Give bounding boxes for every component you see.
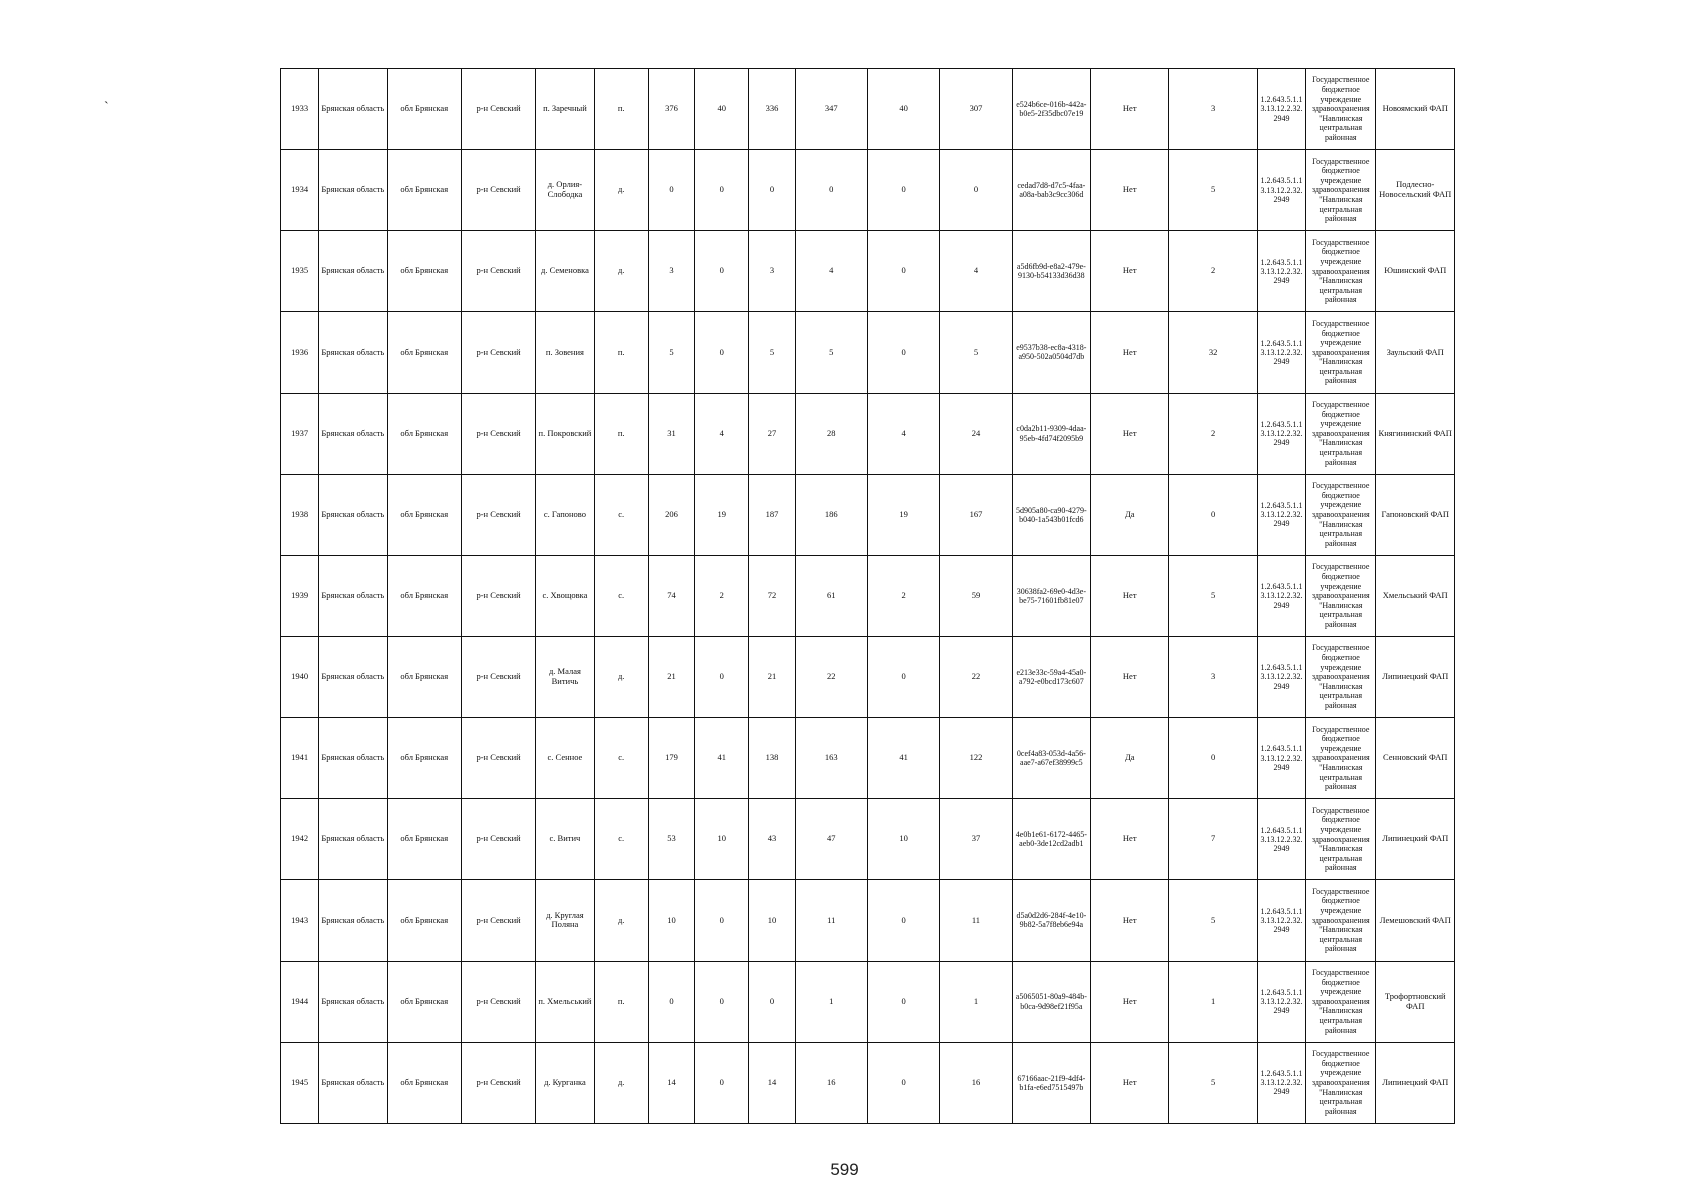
distance-cell: 0 bbox=[1169, 718, 1257, 799]
population-total-cell: 74 bbox=[648, 555, 694, 636]
settlement-type-cell: д. bbox=[594, 636, 648, 717]
oid-cell: 1.2.643.5.1.13.13.12.2.32.2949 bbox=[1257, 1042, 1305, 1123]
population-total-cell: 206 bbox=[648, 474, 694, 555]
fap-name-cell: Липинецкий ФАП bbox=[1376, 1042, 1455, 1123]
settlement-registry-table bbox=[280, 68, 1455, 1124]
oblast-cell: обл Брянская bbox=[387, 1042, 461, 1123]
attached-adults-cell: 37 bbox=[940, 799, 1012, 880]
fap-name-cell: Заульский ФАП bbox=[1376, 312, 1455, 393]
population-adults-cell: 0 bbox=[749, 150, 795, 231]
table-row bbox=[281, 555, 1455, 636]
settlement-type-cell: д. bbox=[594, 150, 648, 231]
attached-adults-cell: 16 bbox=[940, 1042, 1012, 1123]
fias-guid-cell: e213e33c-59a4-45a0-a792-e0bcd173c607 bbox=[1012, 636, 1090, 717]
oblast-cell: обл Брянская bbox=[387, 636, 461, 717]
rayon-cell: р-н Севский bbox=[461, 1042, 535, 1123]
organization-cell: Государственное бюджетное учреждение здравоохранения "Навлинская центральная районная bbox=[1306, 961, 1376, 1042]
organization-cell: Государственное бюджетное учреждение здравоохранения "Навлинская центральная районная bbox=[1306, 69, 1376, 150]
organization-cell: Государственное бюджетное учреждение здравоохранения "Навлинская центральная районная bbox=[1306, 718, 1376, 799]
availability-flag-cell: Нет bbox=[1091, 636, 1169, 717]
availability-flag-cell: Нет bbox=[1091, 880, 1169, 961]
oblast-cell: обл Брянская bbox=[387, 393, 461, 474]
distance-cell: 5 bbox=[1169, 880, 1257, 961]
organization-cell: Государственное бюджетное учреждение здравоохранения "Навлинская центральная районная bbox=[1306, 1042, 1376, 1123]
attached-children-cell: 41 bbox=[867, 718, 939, 799]
table-row bbox=[281, 231, 1455, 312]
rayon-cell: р-н Севский bbox=[461, 474, 535, 555]
attached-adults-cell: 22 bbox=[940, 636, 1012, 717]
availability-flag-cell: Да bbox=[1091, 474, 1169, 555]
population-children-cell: 0 bbox=[695, 1042, 749, 1123]
region-cell: Брянская область bbox=[319, 393, 387, 474]
settlement-cell: с. Сенное bbox=[536, 718, 594, 799]
oblast-cell: обл Брянская bbox=[387, 555, 461, 636]
availability-flag-cell: Нет bbox=[1091, 393, 1169, 474]
population-adults-cell: 72 bbox=[749, 555, 795, 636]
settlement-cell: с. Гапоново bbox=[536, 474, 594, 555]
oblast-cell: обл Брянская bbox=[387, 312, 461, 393]
population-adults-cell: 5 bbox=[749, 312, 795, 393]
organization-cell: Государственное бюджетное учреждение здравоохранения "Навлинская центральная районная bbox=[1306, 393, 1376, 474]
fias-guid-cell: e9537b38-ec8a-4318-a950-502a0504d7db bbox=[1012, 312, 1090, 393]
settlement-type-cell: с. bbox=[594, 718, 648, 799]
population-children-cell: 0 bbox=[695, 312, 749, 393]
settlement-cell: д. Орлия-Слободка bbox=[536, 150, 594, 231]
attached-children-cell: 0 bbox=[867, 312, 939, 393]
settlement-cell: с. Хвощовка bbox=[536, 555, 594, 636]
oid-cell: 1.2.643.5.1.13.13.12.2.32.2949 bbox=[1257, 231, 1305, 312]
table-row bbox=[281, 880, 1455, 961]
population-total-cell: 31 bbox=[648, 393, 694, 474]
rayon-cell: р-н Севский bbox=[461, 69, 535, 150]
fap-name-cell: Липинецкий ФАП bbox=[1376, 636, 1455, 717]
row-number: 1944 bbox=[281, 961, 319, 1042]
availability-flag-cell: Да bbox=[1091, 718, 1169, 799]
attached-total-cell: 0 bbox=[795, 150, 867, 231]
rayon-cell: р-н Севский bbox=[461, 636, 535, 717]
rayon-cell: р-н Севский bbox=[461, 718, 535, 799]
population-children-cell: 4 bbox=[695, 393, 749, 474]
table-row bbox=[281, 69, 1455, 150]
settlement-cell: п. Хмельський bbox=[536, 961, 594, 1042]
oid-cell: 1.2.643.5.1.13.13.12.2.32.2949 bbox=[1257, 312, 1305, 393]
oblast-cell: обл Брянская bbox=[387, 718, 461, 799]
attached-children-cell: 0 bbox=[867, 231, 939, 312]
attached-total-cell: 47 bbox=[795, 799, 867, 880]
stray-mark: ` bbox=[104, 100, 109, 115]
population-total-cell: 0 bbox=[648, 150, 694, 231]
row-number: 1943 bbox=[281, 880, 319, 961]
population-children-cell: 41 bbox=[695, 718, 749, 799]
attached-total-cell: 163 bbox=[795, 718, 867, 799]
population-children-cell: 19 bbox=[695, 474, 749, 555]
attached-children-cell: 0 bbox=[867, 636, 939, 717]
population-total-cell: 14 bbox=[648, 1042, 694, 1123]
distance-cell: 2 bbox=[1169, 231, 1257, 312]
population-children-cell: 0 bbox=[695, 961, 749, 1042]
availability-flag-cell: Нет bbox=[1091, 312, 1169, 393]
fias-guid-cell: a5d6fb9d-e8a2-479e-9130-b54133d36d38 bbox=[1012, 231, 1090, 312]
fias-guid-cell: d5a0d2d6-284f-4e10-9b82-5a7f8eb6e94a bbox=[1012, 880, 1090, 961]
settlement-type-cell: с. bbox=[594, 555, 648, 636]
settlement-type-cell: с. bbox=[594, 799, 648, 880]
population-adults-cell: 43 bbox=[749, 799, 795, 880]
population-adults-cell: 14 bbox=[749, 1042, 795, 1123]
distance-cell: 5 bbox=[1169, 150, 1257, 231]
attached-adults-cell: 24 bbox=[940, 393, 1012, 474]
attached-total-cell: 28 bbox=[795, 393, 867, 474]
oid-cell: 1.2.643.5.1.13.13.12.2.32.2949 bbox=[1257, 636, 1305, 717]
attached-adults-cell: 11 bbox=[940, 880, 1012, 961]
fias-guid-cell: 30638fa2-69e0-4d3e-be75-71601fb81e07 bbox=[1012, 555, 1090, 636]
population-adults-cell: 0 bbox=[749, 961, 795, 1042]
rayon-cell: р-н Севский bbox=[461, 150, 535, 231]
rayon-cell: р-н Севский bbox=[461, 880, 535, 961]
region-cell: Брянская область bbox=[319, 961, 387, 1042]
attached-total-cell: 186 bbox=[795, 474, 867, 555]
oid-cell: 1.2.643.5.1.13.13.12.2.32.2949 bbox=[1257, 555, 1305, 636]
attached-total-cell: 16 bbox=[795, 1042, 867, 1123]
oid-cell: 1.2.643.5.1.13.13.12.2.32.2949 bbox=[1257, 393, 1305, 474]
attached-adults-cell: 5 bbox=[940, 312, 1012, 393]
attached-total-cell: 22 bbox=[795, 636, 867, 717]
oid-cell: 1.2.643.5.1.13.13.12.2.32.2949 bbox=[1257, 69, 1305, 150]
attached-children-cell: 0 bbox=[867, 880, 939, 961]
attached-adults-cell: 0 bbox=[940, 150, 1012, 231]
row-number: 1937 bbox=[281, 393, 319, 474]
fap-name-cell: Княгининский ФАП bbox=[1376, 393, 1455, 474]
rayon-cell: р-н Севский bbox=[461, 312, 535, 393]
distance-cell: 7 bbox=[1169, 799, 1257, 880]
settlement-type-cell: с. bbox=[594, 474, 648, 555]
population-total-cell: 10 bbox=[648, 880, 694, 961]
population-adults-cell: 138 bbox=[749, 718, 795, 799]
population-adults-cell: 21 bbox=[749, 636, 795, 717]
fap-name-cell: Трофортновский ФАП bbox=[1376, 961, 1455, 1042]
region-cell: Брянская область bbox=[319, 718, 387, 799]
population-adults-cell: 27 bbox=[749, 393, 795, 474]
population-total-cell: 376 bbox=[648, 69, 694, 150]
row-number: 1935 bbox=[281, 231, 319, 312]
page-number: 599 bbox=[830, 1160, 859, 1179]
population-total-cell: 3 bbox=[648, 231, 694, 312]
settlement-cell: д. Малая Витичь bbox=[536, 636, 594, 717]
fias-guid-cell: 5d905a80-ca90-4279-b040-1a543b01fcd6 bbox=[1012, 474, 1090, 555]
attached-total-cell: 5 bbox=[795, 312, 867, 393]
oid-cell: 1.2.643.5.1.13.13.12.2.32.2949 bbox=[1257, 718, 1305, 799]
settlement-cell: п. Покровский bbox=[536, 393, 594, 474]
settlement-type-cell: д. bbox=[594, 231, 648, 312]
distance-cell: 5 bbox=[1169, 555, 1257, 636]
attached-total-cell: 11 bbox=[795, 880, 867, 961]
region-cell: Брянская область bbox=[319, 555, 387, 636]
row-number: 1941 bbox=[281, 718, 319, 799]
row-number: 1940 bbox=[281, 636, 319, 717]
oid-cell: 1.2.643.5.1.13.13.12.2.32.2949 bbox=[1257, 799, 1305, 880]
settlement-type-cell: д. bbox=[594, 880, 648, 961]
availability-flag-cell: Нет bbox=[1091, 150, 1169, 231]
table-row bbox=[281, 393, 1455, 474]
attached-adults-cell: 167 bbox=[940, 474, 1012, 555]
population-adults-cell: 3 bbox=[749, 231, 795, 312]
population-children-cell: 10 bbox=[695, 799, 749, 880]
organization-cell: Государственное бюджетное учреждение здравоохранения "Навлинская центральная районная bbox=[1306, 799, 1376, 880]
availability-flag-cell: Нет bbox=[1091, 1042, 1169, 1123]
population-total-cell: 53 bbox=[648, 799, 694, 880]
population-total-cell: 5 bbox=[648, 312, 694, 393]
attached-total-cell: 1 bbox=[795, 961, 867, 1042]
population-children-cell: 0 bbox=[695, 880, 749, 961]
attached-children-cell: 0 bbox=[867, 1042, 939, 1123]
registry-body bbox=[281, 69, 1455, 1124]
oblast-cell: обл Брянская bbox=[387, 150, 461, 231]
region-cell: Брянская область bbox=[319, 799, 387, 880]
population-total-cell: 0 bbox=[648, 961, 694, 1042]
fias-guid-cell: 4e0b1e61-6172-4465-aeb0-3de12cd2adb1 bbox=[1012, 799, 1090, 880]
population-total-cell: 21 bbox=[648, 636, 694, 717]
region-cell: Брянская область bbox=[319, 69, 387, 150]
population-adults-cell: 336 bbox=[749, 69, 795, 150]
organization-cell: Государственное бюджетное учреждение здравоохранения "Навлинская центральная районная bbox=[1306, 231, 1376, 312]
oid-cell: 1.2.643.5.1.13.13.12.2.32.2949 bbox=[1257, 474, 1305, 555]
settlement-type-cell: п. bbox=[594, 961, 648, 1042]
attached-adults-cell: 307 bbox=[940, 69, 1012, 150]
row-number: 1936 bbox=[281, 312, 319, 393]
attached-total-cell: 61 bbox=[795, 555, 867, 636]
row-number: 1942 bbox=[281, 799, 319, 880]
settlement-type-cell: п. bbox=[594, 312, 648, 393]
settlement-cell: с. Витич bbox=[536, 799, 594, 880]
settlement-type-cell: п. bbox=[594, 393, 648, 474]
organization-cell: Государственное бюджетное учреждение здравоохранения "Навлинская центральная районная bbox=[1306, 555, 1376, 636]
fap-name-cell: Новоямский ФАП bbox=[1376, 69, 1455, 150]
oblast-cell: обл Брянская bbox=[387, 799, 461, 880]
attached-children-cell: 2 bbox=[867, 555, 939, 636]
organization-cell: Государственное бюджетное учреждение здравоохранения "Навлинская центральная районная bbox=[1306, 474, 1376, 555]
row-number: 1938 bbox=[281, 474, 319, 555]
attached-children-cell: 4 bbox=[867, 393, 939, 474]
population-children-cell: 40 bbox=[695, 69, 749, 150]
distance-cell: 3 bbox=[1169, 636, 1257, 717]
rayon-cell: р-н Севский bbox=[461, 393, 535, 474]
row-number: 1939 bbox=[281, 555, 319, 636]
table-row bbox=[281, 474, 1455, 555]
settlement-cell: п. Заречный bbox=[536, 69, 594, 150]
region-cell: Брянская область bbox=[319, 231, 387, 312]
region-cell: Брянская область bbox=[319, 636, 387, 717]
settlement-cell: д. Круглая Поляна bbox=[536, 880, 594, 961]
availability-flag-cell: Нет bbox=[1091, 961, 1169, 1042]
availability-flag-cell: Нет bbox=[1091, 555, 1169, 636]
distance-cell: 5 bbox=[1169, 1042, 1257, 1123]
settlement-cell: д. Курганка bbox=[536, 1042, 594, 1123]
oblast-cell: обл Брянская bbox=[387, 880, 461, 961]
attached-children-cell: 19 bbox=[867, 474, 939, 555]
population-children-cell: 0 bbox=[695, 150, 749, 231]
attached-adults-cell: 1 bbox=[940, 961, 1012, 1042]
fias-guid-cell: e524b6ce-016b-442a-b0e5-2f35dbc07e19 bbox=[1012, 69, 1090, 150]
oid-cell: 1.2.643.5.1.13.13.12.2.32.2949 bbox=[1257, 961, 1305, 1042]
population-children-cell: 0 bbox=[695, 636, 749, 717]
oblast-cell: обл Брянская bbox=[387, 961, 461, 1042]
fap-name-cell: Лемешовский ФАП bbox=[1376, 880, 1455, 961]
table-row bbox=[281, 312, 1455, 393]
region-cell: Брянская область bbox=[319, 880, 387, 961]
region-cell: Брянская область bbox=[319, 474, 387, 555]
table-row bbox=[281, 799, 1455, 880]
rayon-cell: р-н Севский bbox=[461, 231, 535, 312]
oblast-cell: обл Брянская bbox=[387, 231, 461, 312]
row-number: 1945 bbox=[281, 1042, 319, 1123]
fap-name-cell: Хмельський ФАП bbox=[1376, 555, 1455, 636]
fap-name-cell: Липинецкий ФАП bbox=[1376, 799, 1455, 880]
oid-cell: 1.2.643.5.1.13.13.12.2.32.2949 bbox=[1257, 150, 1305, 231]
attached-adults-cell: 59 bbox=[940, 555, 1012, 636]
region-cell: Брянская область bbox=[319, 150, 387, 231]
table-row bbox=[281, 636, 1455, 717]
distance-cell: 2 bbox=[1169, 393, 1257, 474]
availability-flag-cell: Нет bbox=[1091, 69, 1169, 150]
fap-name-cell: Юшинский ФАП bbox=[1376, 231, 1455, 312]
population-adults-cell: 187 bbox=[749, 474, 795, 555]
distance-cell: 1 bbox=[1169, 961, 1257, 1042]
attached-total-cell: 347 bbox=[795, 69, 867, 150]
attached-children-cell: 0 bbox=[867, 961, 939, 1042]
table-row bbox=[281, 150, 1455, 231]
settlement-cell: п. Зовения bbox=[536, 312, 594, 393]
organization-cell: Государственное бюджетное учреждение здравоохранения "Навлинская центральная районная bbox=[1306, 312, 1376, 393]
distance-cell: 0 bbox=[1169, 474, 1257, 555]
row-number: 1933 bbox=[281, 69, 319, 150]
settlement-type-cell: п. bbox=[594, 69, 648, 150]
availability-flag-cell: Нет bbox=[1091, 799, 1169, 880]
attached-total-cell: 4 bbox=[795, 231, 867, 312]
organization-cell: Государственное бюджетное учреждение здравоохранения "Навлинская центральная районная bbox=[1306, 880, 1376, 961]
fias-guid-cell: c0da2b11-9309-4daa-95eb-4fd74f2095b9 bbox=[1012, 393, 1090, 474]
settlement-type-cell: д. bbox=[594, 1042, 648, 1123]
attached-adults-cell: 122 bbox=[940, 718, 1012, 799]
row-number: 1934 bbox=[281, 150, 319, 231]
fias-guid-cell: a5065051-80a9-484b-b0ca-9d98ef21f95a bbox=[1012, 961, 1090, 1042]
attached-children-cell: 10 bbox=[867, 799, 939, 880]
fias-guid-cell: 0cef4a83-053d-4a56-aae7-a67ef38999c5 bbox=[1012, 718, 1090, 799]
table-row bbox=[281, 961, 1455, 1042]
table-row bbox=[281, 718, 1455, 799]
organization-cell: Государственное бюджетное учреждение здравоохранения "Навлинская центральная районная bbox=[1306, 636, 1376, 717]
rayon-cell: р-н Севский bbox=[461, 555, 535, 636]
attached-children-cell: 0 bbox=[867, 150, 939, 231]
table-row bbox=[281, 1042, 1455, 1123]
attached-adults-cell: 4 bbox=[940, 231, 1012, 312]
population-children-cell: 0 bbox=[695, 231, 749, 312]
oid-cell: 1.2.643.5.1.13.13.12.2.32.2949 bbox=[1257, 880, 1305, 961]
attached-children-cell: 40 bbox=[867, 69, 939, 150]
distance-cell: 32 bbox=[1169, 312, 1257, 393]
region-cell: Брянская область bbox=[319, 1042, 387, 1123]
population-children-cell: 2 bbox=[695, 555, 749, 636]
region-cell: Брянская область bbox=[319, 312, 387, 393]
availability-flag-cell: Нет bbox=[1091, 231, 1169, 312]
population-adults-cell: 10 bbox=[749, 880, 795, 961]
fias-guid-cell: cedad7d8-d7c5-4faa-a08a-bab3c9cc306d bbox=[1012, 150, 1090, 231]
settlement-cell: д. Семеновка bbox=[536, 231, 594, 312]
oblast-cell: обл Брянская bbox=[387, 69, 461, 150]
distance-cell: 3 bbox=[1169, 69, 1257, 150]
organization-cell: Государственное бюджетное учреждение здравоохранения "Навлинская центральная районная bbox=[1306, 150, 1376, 231]
fap-name-cell: Подлесно-Новосельский ФАП bbox=[1376, 150, 1455, 231]
fap-name-cell: Сенновский ФАП bbox=[1376, 718, 1455, 799]
fap-name-cell: Гапоновский ФАП bbox=[1376, 474, 1455, 555]
oblast-cell: обл Брянская bbox=[387, 474, 461, 555]
population-total-cell: 179 bbox=[648, 718, 694, 799]
fias-guid-cell: 67166aac-21f9-4df4-b1fa-e6ed7515497b bbox=[1012, 1042, 1090, 1123]
rayon-cell: р-н Севский bbox=[461, 961, 535, 1042]
rayon-cell: р-н Севский bbox=[461, 799, 535, 880]
